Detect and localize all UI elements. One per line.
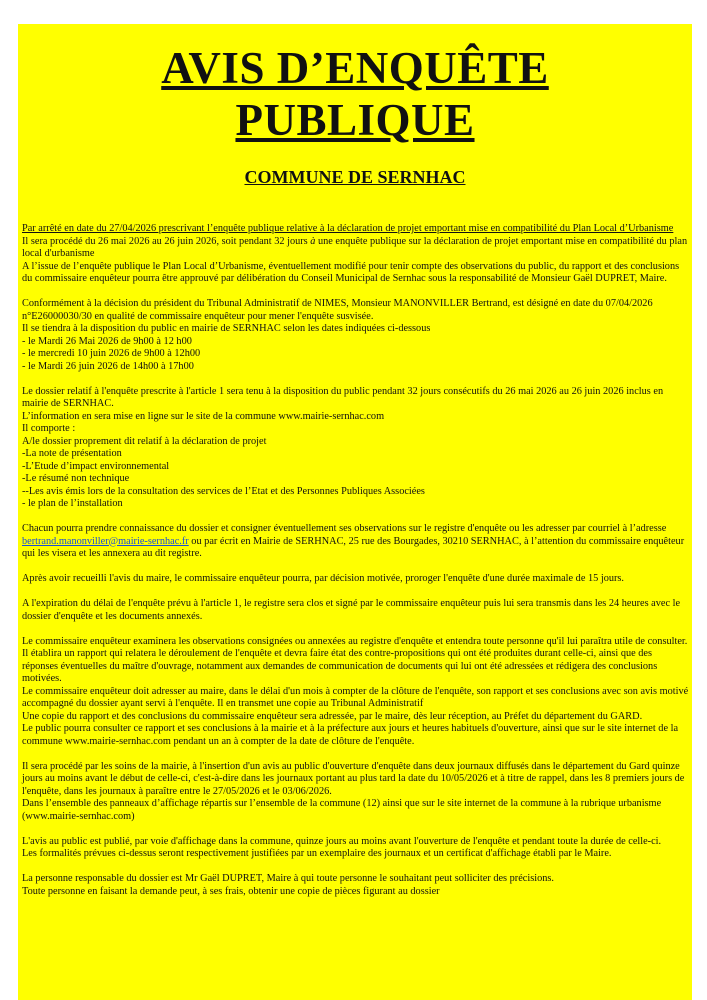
comporte-item: - le plan de l’installation xyxy=(22,498,123,509)
delai-paragraph: Le commissaire enquêteur doit adresser au maire, dans le délai d'un mois à compter de la clôture de l'enquête, son rapport et ses conclusions avec son avis motivé accompagné du dossier ayant servi à l'enquête. Il en transmet une copie au Tribunal Administratif xyxy=(22,685,689,709)
panneaux-paragraph: Dans l’ensemble des panneaux d’affichage répartis sur l’ensemble de la commune (12) ainsi que sur le site internet de la commune à la rubrique urbanisme (www.mairie-sernhac.com) xyxy=(22,798,662,822)
rapport-paragraph: Il établira un rapport qui relatera le déroulement de l'enquête et devra faire état des contre-propositions qui ont été produites durant celle-ci, ainsi que des réponses éventuelles du maître d'ouvrage, notamment aux demandes de communication de documents qui lui ont été adressées et rédigera des conclusions motivées. xyxy=(22,648,658,684)
responsable-paragraph: La personne responsable du dossier est Mr Gaël DUPRET, Maire à qui toute personne le souhaitant peut solliciter des précisions. xyxy=(22,873,554,884)
issue-paragraph: A l’issue de l’enquête publique le Plan Local d’Urbanisme, éventuellement modifié pour tenir compte des observations du public, du rapport et des conclusions du commissaire enquêteur pourra être approuvé par délibération du Conseil Municipal de Sernhac sous la responsabilité de Monsieur Gaël DUPRET, Maire. xyxy=(22,260,680,284)
permanence-item: - le Mardi 26 juin 2026 de 14h00 à 17h00 xyxy=(22,360,194,372)
comporte-item: --Les avis émis lors de la consultation des services de l’Etat et des Personnes Publiques Associées xyxy=(22,485,425,497)
formalites-paragraph: Les formalités prévues ci-dessus seront respectivement justifiées par un exemplaire des journaux et un certificat d'affichage établi par le Maire. xyxy=(22,848,612,859)
dossier-paragraph: Le dossier relatif à l'enquête prescrite à l'article 1 sera tenu à la disposition du public pendant 32 jours consécutifs du 26 mai 2026 au 26 juin 2026 inclus en mairie de SERNHAC. xyxy=(22,385,664,409)
dates-paragraph xyxy=(22,236,690,261)
copie-frais-paragraph: Toute personne en faisant la demande peut, à ses frais, obtenir une copie de pièces figurant au dossier xyxy=(22,885,440,897)
tribunal-paragraph: Conformément à la décision du président du Tribunal Administratif de NIMES, Monsieur MANONVILLER Bertrand, est désigné en date du 07/04/2026 n°E26000030/30 en qualité de commissaire enquêteur pour mener l'enquête susvisée. xyxy=(22,298,653,322)
dates-text-a: à xyxy=(310,235,316,247)
examinera-paragraph: Le commissaire enquêteur examinera les observations consignées ou annexées au registre d'enquête et entendra toute personne qu'il lui paraîtra utile de consulter. xyxy=(22,635,688,647)
information-paragraph: L’information en sera mise en ligne sur le site de la commune www.mairie-sernhac.com xyxy=(22,410,385,422)
proroger-paragraph: Après avoir recueilli l'avis du maire, le commissaire enquêteur pourra, par décision motivée, proroger l'enquête d'une durée maximale de 15 jours. xyxy=(22,573,625,584)
email-link[interactable]: bertrand.manonviller@mairie-sernhac.fr xyxy=(22,535,189,547)
page-title-line2: PUBLIQUE xyxy=(235,95,475,145)
copie-paragraph: Une copie du rapport et des conclusions du commissaire enquêteur sera adressée, par le maire, dès leur réception, au Préfet du département du GARD. xyxy=(22,710,643,722)
chacun-text-before: Chacun pourra prendre connaissance du dossier et consigner éventuellement ses observations sur le registre d'enquête ou les adresser par courriel à l’adresse xyxy=(22,523,667,534)
comporte-label: Il comporte : xyxy=(22,423,76,434)
chacun-text-after: ou par écrit en Mairie de SERHNAC, 25 rue des Bourgades, 30210 SERNHAC, à l’attention du commissaire enquêteur qui les visera et les annexera au dit registre. xyxy=(22,535,685,559)
chacun-paragraph xyxy=(22,523,690,561)
commune-subtitle: COMMUNE DE SERNHAC xyxy=(244,167,466,187)
comporte-item: -Le résumé non technique xyxy=(22,473,130,484)
comporte-item: -La note de présentation xyxy=(22,448,122,459)
journaux-paragraph: Il sera procédé par les soins de la mairie, à l'insertion d'un avis au public d'ouverture d'enquête dans deux journaux diffusés dans le département du Gard quinze jours au moins avant le début de celle-ci, c'est-à-dire dans les journaux portant au plus tard la date du 10/05/2026 et à titre de rappel, dans les 8 premiers jours de l'enquête, dans les journaux à paraître entre le 27/05/2026 et le 03/06/2026. xyxy=(22,760,685,797)
dates-text-before: Il sera procédé du 26 mai 2026 au 26 juin 2026, soit pendant 32 jours xyxy=(22,235,311,247)
permanences-intro: Il se tiendra à la disposition du public en mairie de SERNHAC selon les dates indiquées ci-dessous xyxy=(22,323,431,334)
comporte-item: -L’Etude d’impact environnemental xyxy=(22,460,170,472)
dates-text-after: une enquête publique sur la déclaration de projet emportant mise en compatibilité du plan local d'urbanisme xyxy=(22,235,688,259)
page-title-line1: AVIS D’ENQUÊTE xyxy=(161,43,549,93)
affichage-paragraph: L'avis au public est publié, par voie d'affichage dans la commune, quinze jours au moins avant l'ouverture de l'enquête et pendant toute la durée de celle-ci. xyxy=(22,835,662,847)
permanence-item: - le mercredi 10 juin 2026 de 9h00 à 12h00 xyxy=(22,348,201,359)
consulter-paragraph: Le public pourra consulter ce rapport et ses conclusions à la mairie et à la préfecture aux jours et heures habituels d'ouverture, ainsi que sur le site internet de la commune www.mairie-sernhac.com pendant un an à compter de la date de clôture de l'enquête. xyxy=(22,723,679,747)
permanence-item: - le Mardi 26 Mai 2026 de 9h00 à 12 h00 xyxy=(22,335,192,347)
expiration-paragraph: A l'expiration du délai de l'enquête prévu à l'article 1, le registre sera clos et signé par le commissaire enquêteur puis lui sera transmis dans les 24 heures avec le dossier d'enquête et les documents annexés. xyxy=(22,598,681,622)
notice-poster xyxy=(18,24,692,1000)
notice-body xyxy=(22,223,690,898)
comporte-item: A/le dossier proprement dit relatif à la déclaration de projet xyxy=(22,435,267,447)
arrete-paragraph: Par arrêté en date du 27/04/2026 prescrivant l’enquête publique relative à la déclaration de projet emportant mise en compatibilité du Plan Local d’Urbanisme xyxy=(22,223,674,234)
